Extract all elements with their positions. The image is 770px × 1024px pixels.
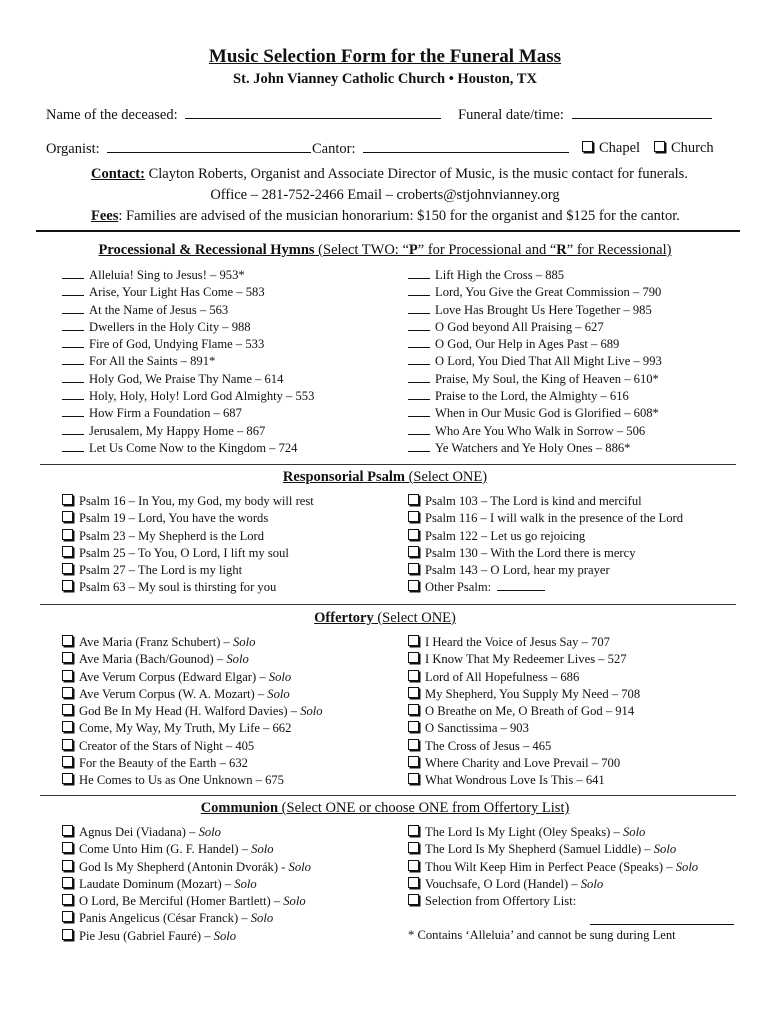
hymn-item <box>62 371 314 388</box>
checkbox-icon[interactable] <box>62 721 73 732</box>
hymn-selection-blank[interactable] <box>408 337 430 348</box>
checkbox-icon[interactable] <box>62 687 73 698</box>
selection-label: Psalm 122 – Let us go rejoicing <box>425 528 586 543</box>
selection-item[interactable] <box>62 579 314 596</box>
communion-instruction: (Select ONE or choose ONE from Offertory List) <box>278 800 570 816</box>
deceased-label: Name of the deceased: <box>46 107 178 123</box>
checkbox-icon[interactable] <box>62 580 73 591</box>
selection-item[interactable] <box>408 651 640 668</box>
cantor-label: Cantor: <box>312 141 356 157</box>
checkbox-icon[interactable] <box>62 756 73 767</box>
selection-label: Creator of the Stars of Night – 405 <box>79 738 255 753</box>
solo-tag: Solo <box>653 842 677 857</box>
selection-item[interactable] <box>408 562 683 579</box>
selection-label: Ave Verum Corpus (W. A. Mozart) – <box>79 686 268 701</box>
deceased-input[interactable] <box>185 106 441 119</box>
selection-item[interactable] <box>408 893 698 910</box>
checkbox-icon[interactable] <box>408 894 419 905</box>
hymn-title: When in Our Music God is Glorified – 608* <box>435 406 659 421</box>
selection-item[interactable] <box>408 686 640 703</box>
selection-item[interactable] <box>62 876 311 893</box>
offertory-heading <box>0 610 770 627</box>
hymn-item <box>62 284 314 301</box>
selection-item[interactable] <box>408 510 683 527</box>
checkbox-icon[interactable] <box>408 739 419 750</box>
hymn-item <box>62 319 314 336</box>
checkbox-icon[interactable] <box>62 563 73 574</box>
hymn-selection-blank[interactable] <box>408 372 430 383</box>
hymn-selection-blank[interactable] <box>408 303 430 314</box>
selection-label: Psalm 130 – With the Lord there is mercy <box>425 545 636 560</box>
selection-label: Psalm 25 – To You, O Lord, I lift my soul <box>79 545 289 560</box>
checkbox-icon[interactable] <box>408 494 419 505</box>
selection-label: O Breathe on Me, O Breath of God – 914 <box>425 704 635 719</box>
solo-tag: Solo <box>251 842 274 857</box>
hymn-title: O God, Our Help in Ages Past – 689 <box>435 337 620 352</box>
lent-footnote: * Contains ‘Alleluia’ and cannot be sung during Lent <box>408 928 676 942</box>
cantor-input[interactable] <box>363 140 569 153</box>
hymn-item <box>408 267 662 284</box>
selection-label: O Lord, Be Merciful (Homer Bartlett) – <box>79 894 284 909</box>
solo-tag: Solo <box>622 825 646 839</box>
selection-item[interactable] <box>62 859 311 876</box>
checkbox-icon[interactable] <box>408 825 419 836</box>
selection-label: Psalm 27 – The Lord is my light <box>79 563 243 578</box>
solo-tag: Solo <box>226 652 249 667</box>
selection-item[interactable] <box>62 634 323 651</box>
processional-instruction: (Select TWO: “P” for Processional and “R” for Recessional) <box>314 242 672 258</box>
selection-item[interactable] <box>408 703 640 720</box>
fees-text: : Families are advised of the musician honorarium: $150 for the organist and $125 for the cantor. <box>118 208 680 224</box>
solo-tag: Solo <box>213 928 237 943</box>
hymn-selection-blank[interactable] <box>408 441 430 452</box>
communion-right-list <box>408 824 698 910</box>
checkbox-icon[interactable] <box>408 635 419 646</box>
hymn-item <box>408 302 662 319</box>
header-divider <box>36 230 740 232</box>
checkbox-icon[interactable] <box>62 773 73 784</box>
hymn-title: Holy God, We Praise Thy Name – 614 <box>89 371 284 386</box>
selection-item[interactable] <box>62 528 314 545</box>
hymn-title: Praise, My Soul, the King of Heaven – 610* <box>435 371 659 386</box>
offertory-divider <box>40 795 736 796</box>
cantor-field <box>312 140 569 158</box>
hymn-title: Praise to the Lord, the Almighty – 616 <box>435 389 629 404</box>
processional-heading <box>0 242 770 259</box>
offertory-instruction: (Select ONE) <box>373 610 456 626</box>
hymn-selection-blank[interactable] <box>62 268 84 279</box>
checkbox-icon[interactable] <box>62 860 73 871</box>
hymn-selection-blank[interactable] <box>408 406 430 417</box>
organist-input[interactable] <box>107 140 311 153</box>
checkbox-icon[interactable] <box>408 704 419 715</box>
offertory-selection-blank[interactable] <box>590 924 734 925</box>
solo-tag: Solo <box>580 876 604 891</box>
hymn-item <box>62 423 314 440</box>
church-option[interactable] <box>654 140 714 157</box>
selection-label: Laudate Dominum (Mozart) – <box>79 876 235 891</box>
funeral-date-input[interactable] <box>572 106 712 119</box>
selection-label: Ave Verum Corpus (Edward Elgar) – <box>79 669 269 684</box>
hymn-item <box>408 336 662 353</box>
selection-item[interactable] <box>408 755 640 772</box>
selection-label: Other Psalm: <box>425 580 492 595</box>
form-title: Music Selection Form for the Funeral Mass <box>208 46 562 67</box>
hymn-title: Arise, Your Light Has Come – 583 <box>89 285 265 300</box>
checkbox-icon[interactable] <box>62 825 73 836</box>
selection-label: The Lord Is My Light (Oley Speaks) – <box>425 825 623 839</box>
communion-heading <box>0 800 770 817</box>
hymn-title: Fire of God, Undying Flame – 533 <box>89 337 265 352</box>
selection-label: Lord of All Hopefulness – 686 <box>425 669 580 684</box>
hymn-item <box>408 319 662 336</box>
solo-tag: Solo <box>268 669 292 684</box>
selection-label: Selection from Offertory List: <box>425 894 577 909</box>
checkbox-icon[interactable] <box>408 756 419 767</box>
selection-item[interactable] <box>62 545 314 562</box>
selection-label: Vouchsafe, O Lord (Handel) – <box>425 876 581 891</box>
selection-label: Psalm 16 – In You, my God, my body will rest <box>79 494 314 508</box>
contact-label: Contact: <box>91 166 145 182</box>
contact-line <box>91 166 688 183</box>
hymn-title: Lord, You Give the Great Commission – 790 <box>435 285 662 300</box>
hymn-selection-blank[interactable] <box>408 285 430 296</box>
psalm-instruction: (Select ONE) <box>404 469 488 485</box>
selection-item[interactable] <box>408 772 640 789</box>
checkbox-icon[interactable] <box>408 860 419 871</box>
selection-label: My Shepherd, You Supply My Need – 708 <box>425 686 641 701</box>
hymn-selection-blank[interactable] <box>62 320 84 331</box>
checkbox-icon[interactable] <box>408 511 419 522</box>
selection-label: Thou Wilt Keep Him in Perfect Peace (Speaks) – <box>425 859 676 874</box>
solo-tag: Solo <box>288 859 311 874</box>
selection-item[interactable] <box>408 824 698 841</box>
hymn-selection-blank[interactable] <box>408 268 430 279</box>
offertory-right-list <box>408 634 640 790</box>
selection-label: Come, My Way, My Truth, My Life – 662 <box>79 721 292 736</box>
selection-item[interactable] <box>408 841 698 858</box>
psalm-left-list <box>62 493 314 597</box>
selection-item[interactable] <box>62 720 323 737</box>
selection-label: Psalm 19 – Lord, You have the words <box>79 511 269 526</box>
processional-left-list <box>62 267 314 457</box>
selection-item[interactable] <box>62 686 323 703</box>
hymn-item <box>408 423 662 440</box>
selection-item[interactable] <box>62 493 314 510</box>
hymn-selection-blank[interactable] <box>62 285 84 296</box>
checkbox-icon[interactable] <box>62 511 73 522</box>
fees-line <box>91 208 680 225</box>
checkbox-icon[interactable] <box>408 773 419 784</box>
selection-item[interactable] <box>62 703 323 720</box>
checkbox-icon[interactable] <box>408 529 419 540</box>
selection-label: I Heard the Voice of Jesus Say – 707 <box>425 635 610 649</box>
hymn-item <box>62 267 314 284</box>
checkbox-icon[interactable] <box>408 842 419 853</box>
hymn-selection-blank[interactable] <box>62 303 84 314</box>
solo-tag: Solo <box>267 686 290 701</box>
hymn-title: O God beyond All Praising – 627 <box>435 319 604 334</box>
communion-left-list <box>62 824 311 945</box>
checkbox-icon[interactable] <box>408 546 419 557</box>
selection-item[interactable] <box>408 738 640 755</box>
selection-item[interactable] <box>408 528 683 545</box>
selection-item[interactable] <box>408 579 683 596</box>
selection-label: Psalm 103 – The Lord is kind and merciful <box>425 494 642 508</box>
hymn-item <box>62 336 314 353</box>
hymn-title: Jerusalem, My Happy Home – 867 <box>89 423 266 438</box>
hymn-item <box>408 284 662 301</box>
funeral-date-label: Funeral date/time: <box>458 107 564 123</box>
solo-tag: Solo <box>234 876 257 891</box>
selection-item[interactable] <box>408 876 698 893</box>
psalm-heading <box>0 469 770 486</box>
psalm-divider <box>40 604 736 605</box>
organist-label: Organist: <box>46 141 100 157</box>
solo-tag: Solo <box>300 704 323 719</box>
checkbox-icon[interactable] <box>62 877 73 888</box>
selection-item[interactable] <box>62 772 323 789</box>
hymn-item <box>408 353 662 370</box>
checkbox-icon[interactable] <box>408 652 419 663</box>
selection-label: The Cross of Jesus – 465 <box>425 738 552 753</box>
hymn-item <box>408 388 662 405</box>
selection-label: The Lord Is My Shepherd (Samuel Liddle) – <box>425 842 654 857</box>
selection-label: Come Unto Him (G. F. Handel) – <box>79 842 252 857</box>
checkbox-icon[interactable] <box>62 670 73 681</box>
selection-label: Ave Maria (Franz Schubert) – <box>79 635 233 649</box>
checkbox-icon[interactable] <box>62 739 73 750</box>
hymn-title: Love Has Brought Us Here Together – 985 <box>435 302 652 317</box>
hymn-selection-blank[interactable] <box>408 320 430 331</box>
selection-label: He Comes to Us as One Unknown – 675 <box>79 773 284 788</box>
hymn-selection-blank[interactable] <box>62 354 84 365</box>
hymn-selection-blank[interactable] <box>62 441 84 452</box>
selection-item[interactable] <box>62 910 311 927</box>
selection-label: Agnus Dei (Viadana) – <box>79 825 199 839</box>
selection-label: Psalm 23 – My Shepherd is the Lord <box>79 528 265 543</box>
hymn-title: O Lord, You Died That All Might Live – 993 <box>435 354 662 369</box>
deceased-field <box>46 106 441 124</box>
checkbox-icon[interactable] <box>62 929 73 940</box>
checkbox-icon[interactable] <box>408 670 419 681</box>
checkbox-icon[interactable] <box>62 529 73 540</box>
chapel-checkbox-icon[interactable] <box>582 141 593 152</box>
checkbox-icon[interactable] <box>62 894 73 905</box>
selection-label: Panis Angelicus (César Franck) – <box>79 911 251 926</box>
selection-item[interactable] <box>408 859 698 876</box>
organist-field <box>46 140 311 158</box>
hymn-item <box>408 371 662 388</box>
hymn-title: Holy, Holy, Holy! Lord God Almighty – 553 <box>89 389 315 404</box>
other-psalm-blank[interactable] <box>497 580 545 591</box>
selection-item[interactable] <box>62 669 323 686</box>
selection-label: I Know That My Redeemer Lives – 527 <box>425 652 627 667</box>
checkbox-icon[interactable] <box>62 494 73 505</box>
selection-label: God Is My Shepherd (Antonin Dvorák) - <box>79 859 289 874</box>
checkbox-icon[interactable] <box>408 563 419 574</box>
checkbox-icon[interactable] <box>408 687 419 698</box>
offertory-left-list <box>62 634 323 790</box>
checkbox-icon[interactable] <box>62 635 73 646</box>
solo-tag: Solo <box>250 911 274 926</box>
selection-item[interactable] <box>62 651 323 668</box>
hymn-title: Let Us Come Now to the Kingdom – 724 <box>89 440 298 455</box>
checkbox-icon[interactable] <box>62 652 73 663</box>
hymn-item <box>62 353 314 370</box>
checkbox-icon[interactable] <box>62 911 73 922</box>
checkbox-icon[interactable] <box>408 580 419 591</box>
funeral-date-field <box>458 106 712 124</box>
checkbox-icon[interactable] <box>408 877 419 888</box>
selection-label: Psalm 116 – I will walk in the presence of the Lord <box>425 511 683 526</box>
selection-item[interactable] <box>62 841 311 858</box>
hymn-selection-blank[interactable] <box>62 424 84 435</box>
hymn-selection-blank[interactable] <box>62 406 84 417</box>
chapel-option[interactable] <box>582 140 640 157</box>
selection-item[interactable] <box>62 893 311 910</box>
psalm-right-list <box>408 493 683 597</box>
solo-tag: Solo <box>198 825 221 839</box>
hymn-selection-blank[interactable] <box>62 372 84 383</box>
hymn-selection-blank[interactable] <box>408 389 430 400</box>
hymn-item <box>408 405 662 422</box>
hymn-selection-blank[interactable] <box>408 354 430 365</box>
hymn-title: Lift High the Cross – 885 <box>435 268 565 282</box>
selection-item[interactable] <box>62 510 314 527</box>
checkbox-icon[interactable] <box>62 704 73 715</box>
hymn-selection-blank[interactable] <box>62 389 84 400</box>
hymn-title: For All the Saints – 891* <box>89 354 216 369</box>
selection-label: Psalm 63 – My soul is thirsting for you <box>79 580 277 595</box>
selection-label: Psalm 143 – O Lord, hear my prayer <box>425 563 610 578</box>
selection-label: Where Charity and Love Prevail – 700 <box>425 756 621 771</box>
hymn-item <box>62 302 314 319</box>
church-subtitle: St. John Vianney Catholic Church • Houston, TX <box>233 71 537 87</box>
selection-label: What Wondrous Love Is This – 641 <box>425 773 605 788</box>
selection-label: O Sanctissima – 903 <box>425 721 529 736</box>
offertory-title: Offertory <box>314 610 374 626</box>
hymn-item <box>62 440 314 457</box>
checkbox-icon[interactable] <box>408 721 419 732</box>
selection-label: Pie Jesu (Gabriel Fauré) – <box>79 928 214 943</box>
selection-item[interactable] <box>62 755 323 772</box>
hymn-title: Who Are You Who Walk in Sorrow – 506 <box>435 423 646 438</box>
selection-item[interactable] <box>62 928 311 945</box>
hymn-item <box>408 440 662 457</box>
selection-item[interactable] <box>62 824 311 841</box>
contact-text: Clayton Roberts, Organist and Associate Director of Music, is the music contact for funerals. <box>144 166 688 182</box>
communion-title: Communion <box>200 800 279 816</box>
selection-label: God Be In My Head (H. Walford Davies) – <box>79 704 301 719</box>
psalm-title: Responsorial Psalm <box>282 469 405 485</box>
selection-item[interactable] <box>62 738 323 755</box>
selection-item[interactable] <box>408 720 640 737</box>
selection-label: For the Beauty of the Earth – 632 <box>79 756 248 771</box>
solo-tag: Solo <box>283 894 306 909</box>
hymn-title: How Firm a Foundation – 687 <box>89 406 242 421</box>
selection-item[interactable] <box>408 634 640 651</box>
church-label: Church <box>671 140 714 156</box>
solo-tag: Solo <box>232 635 256 649</box>
processional-right-list <box>408 267 662 457</box>
chapel-label: Chapel <box>599 140 641 156</box>
checkbox-icon[interactable] <box>62 546 73 557</box>
hymn-title: Alleluia! Sing to Jesus! – 953* <box>89 268 245 282</box>
hymn-selection-blank[interactable] <box>408 424 430 435</box>
hymn-title: Ye Watchers and Ye Holy Ones – 886* <box>435 440 631 455</box>
selection-item[interactable] <box>408 493 683 510</box>
hymn-item <box>62 405 314 422</box>
selection-item[interactable] <box>408 669 640 686</box>
hymn-title: At the Name of Jesus – 563 <box>89 302 229 317</box>
hymn-item <box>62 388 314 405</box>
checkbox-icon[interactable] <box>62 842 73 853</box>
processional-title: Processional & Recessional Hymns <box>98 242 315 258</box>
solo-tag: Solo <box>675 859 699 874</box>
church-checkbox-icon[interactable] <box>654 141 665 152</box>
processional-divider <box>40 464 736 465</box>
hymn-selection-blank[interactable] <box>62 337 84 348</box>
selection-item[interactable] <box>62 562 314 579</box>
selection-item[interactable] <box>408 545 683 562</box>
selection-label: Ave Maria (Bach/Gounod) – <box>79 652 227 667</box>
hymn-title: Dwellers in the Holy City – 988 <box>89 319 251 334</box>
office-line: Office – 281-752-2466 Email – croberts@stjohnvianney.org <box>210 187 560 203</box>
fees-label: Fees <box>91 208 119 224</box>
